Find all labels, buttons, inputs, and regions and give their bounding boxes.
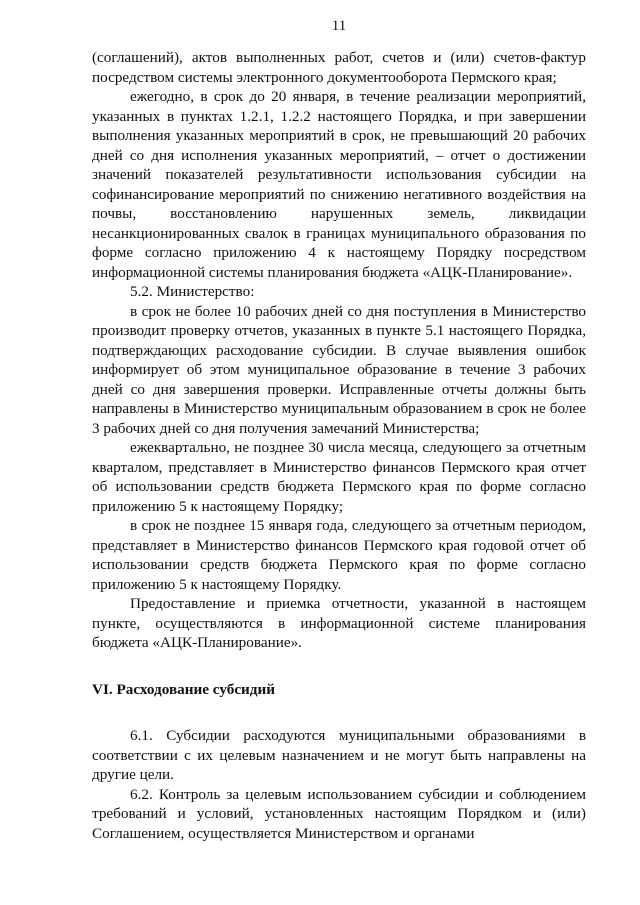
paragraph-6-2: 6.2. Контроль за целевым использованием субсидии и соблюдением требований и условий, установленных настоящим Порядком и (или) Соглашением, осуществляется Министерством и органами bbox=[92, 785, 586, 842]
paragraph-yearly-report: в срок не позднее 15 января года, следующего за отчетным периодом, представляет в Министерство финансов Пермского края годовой отчет об использовании средств бюджета Пермского края по форме согласно приложению 5 к настоящему Порядку. bbox=[92, 517, 586, 593]
document-body bbox=[92, 48, 586, 843]
paragraph-5-2-title: 5.2. Министерство: bbox=[130, 283, 255, 300]
paragraph-6-1: 6.1. Субсидии расходуются муниципальными образованиями в соответствии с их целевым назначением и не могут быть направлены на другие цели. bbox=[92, 727, 586, 783]
section-heading: VI. Расходование субсидий bbox=[92, 680, 275, 698]
paragraph-reporting-system: Предоставление и приемка отчетности, указанной в настоящем пункте, осуществляются в информационной системе планирования бюджета «АЦК-Планирование». bbox=[92, 595, 586, 651]
paragraph-annual-report: ежегодно, в срок до 20 января, в течение реализации мероприятий, указанных в пунктах 1.2.1, 1.2.2 настоящего Порядка, и при завершении выполнения указанных мероприятий в срок, не превышающий 20 рабочих дней со дня исполнения указанных мероприятий, – отчет о достижении значений показателей результативности использования субсидии на софинансирование мероприятий по снижению негативного воздействия на почвы, восстановлению нарушенных земель, ликвидации несанкционированных свалок в границах муниципального образования по форме согласно приложению 4 к настоящему Порядку посредством информационной системы планирования бюджета «АЦК-Планирование». bbox=[92, 88, 586, 281]
paragraph-report-check: в срок не более 10 рабочих дней со дня поступления в Министерство производит проверку отчетов, указанных в пункте 5.1 настоящего Порядка, подтверждающих расходование субсидии. В случае выявления ошибок информирует об этом муниципальное образование в течение 3 рабочих дней со дня завершения проверки. Исправленные отчеты должны быть направлены в Министерство муниципальным образованием в срок не более 3 рабочих дней со дня получения замечаний Министерства; bbox=[92, 302, 586, 437]
page-number: 11 bbox=[331, 18, 347, 34]
paragraph-reporting-documents: (соглашений), актов выполненных работ, счетов и (или) счетов-фактур посредством системы электронного документооборота Пермского края; bbox=[92, 49, 586, 86]
paragraph-quarterly-report: ежеквартально, не позднее 30 числа месяца, следующего за отчетным кварталом, представляет в Министерство финансов Пермского края отчет об использовании средств бюджета Пермского края по форме согласно приложению 5 к настоящему Порядку; bbox=[92, 439, 586, 515]
